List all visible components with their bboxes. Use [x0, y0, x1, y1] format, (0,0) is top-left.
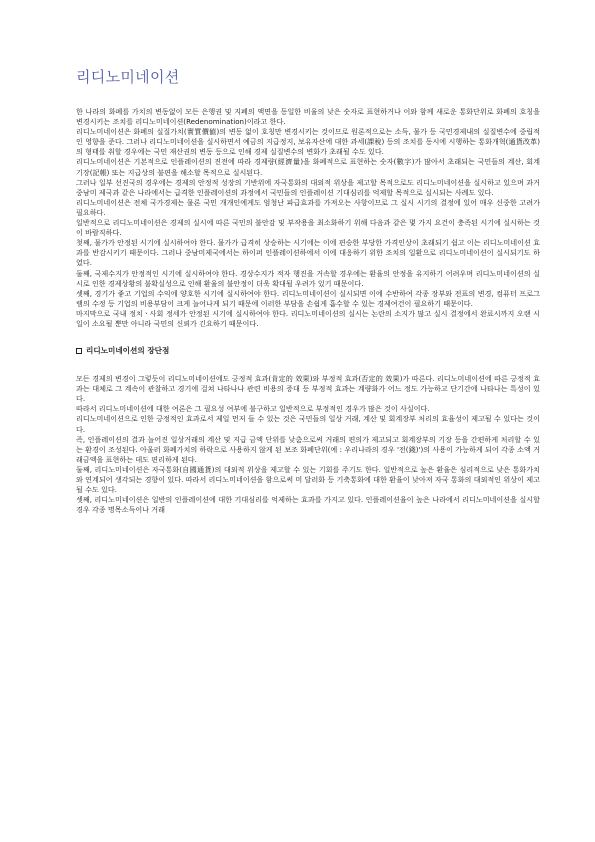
paragraph: 한 나라의 화폐를 가치의 변동없이 모든 은행권 및 지폐의 액면을 동일한 비율의 낮은 숫자로 표현하거나 이와 함께 새로운 통화단위로 화폐의 호칭을 변경시키는 조치를 리디노미네이션(Redenomination)이라고 한다. [76, 107, 540, 127]
paragraph: 둘째, 국제수지가 안정적인 시기에 실시하여야 한다. 경상수지가 적자 행진을 거속할 경우에는 환율의 안정을 유지하기 어려우며 리디노미네이션의 실시로 인한 경제상황의 불확실성으로 인해 환율의 불안정이 더욱 확대될 우려가 있기 때문이다. [76, 268, 540, 288]
intro-section [76, 107, 540, 329]
document-title: 리디노미네이션 [76, 68, 180, 86]
section-heading [76, 345, 540, 356]
paragraph: 마지막으로 국내 정치ㆍ사회 정세가 안정된 시기에 실시하여야 한다. 리디노미네이션의 실시는 논란의 소지가 많고 실시 결정에서 완료시까지 오랜 시일이 소요될 뿐만 아니라 국민의 신뢰가 긴요하기 때문이다. [76, 308, 540, 328]
paragraph: 리디노미네이션은 기본적으로 인플레이션의 진전에 따라 경제량(經濟量)을 화폐적으로 표현하는 숫자(數字)가 많아서 초래되는 국민들의 계산, 회계 기장(記帳) 또는 지급상의 불편을 해소할 목적으로 실시된다. [76, 157, 540, 177]
paragraph: 일반적으로 리디노미네이션은 경제의 실시에 따른 국민의 불안감 및 부작용을 최소화하기 위해 다음과 같은 몇 가지 요건이 충족된 시기에 실시하는 것이 바람직하다. [76, 218, 540, 238]
section-heading-label: 리디노미네이션의 장단점 [86, 346, 170, 356]
paragraph: 모든 경제의 변경이 그렇듯이 리디노미네이션에도 긍정적 효과(肯定的 效果)와 부정적 효과(否定的 效果)가 따른다. 리디노미네이션에 따른 긍정적 효과는 대체로 그 계속이 관찰하고 경기에 걸쳐 나타나나 관련 비용의 증대 등 부정적 효과는 계량화가 어느 정도 가능하고 단기간에 나타나는 특성이 있다. [76, 374, 540, 404]
paragraph: 그러나 일부 선진국의 경우에는 경제의 안정적 성장의 기반위에 자국통화의 대외적 위상을 제고할 목적으로도 리디노미네이션을 실시하고 있으며 과거 중남미 제국과 같은 나라에서는 급격한 인플레이션의 과정에서 국민들의 인플레이션 기대심리를 억제할 목적으로 실시되는 사례도 있다. [76, 177, 540, 197]
pros-cons-section [76, 374, 540, 515]
paragraph: 따라서 리디노미네이션에 대한 여론은 그 필요성 여부에 불구하고 일반적으로 부정적인 경우가 많은 것이 사실이다. [76, 404, 430, 414]
paragraph: 즉, 인플레이션의 결과 늘어진 일상거래의 계산 및 지급 금액 단위를 낮춤으로써 거래의 편의가 제고되고 회계장부의 기장 등을 간편하게 처리할 수 있는 환경이 조성된다. 아울러 화폐가치의 하락으로 사용하지 않게 된 보조 화폐단위(예 : 우리나라의 경우 '전(錢)')의 사용이 가능하게 되어 각종 소액 거래금액을 표현하는 데도 편리하게 된다. [76, 434, 540, 464]
paragraph: 리디노미네이션으로 인한 긍정적인 효과로서 제일 먼저 들 수 있는 것은 국민들의 일상 거래, 계산 및 회계장부 처리의 효율성이 제고될 수 있다는 것이다. [76, 414, 540, 434]
paragraph: 셋째, 경기가 좋고 기업의 수익에 양호한 시기에 실시하여야 한다. 리디노미네이션이 실시되면 이에 수반하여 각종 장부와 전표의 변경, 컴퓨터 프로그램의 수정 등 기업의 비용부담이 크게 늘어나게 되기 때문에 이러한 부담을 손쉽게 흡수할 수 있는 경제여건이 필요하기 때문이다. [76, 288, 540, 308]
paragraph: 리디노미네이션은 전체 국가경제는 물론 국민 개개인에게도 엄청난 파급효과를 가져오는 사항이므로 그 실시 시기의 결정에 있어 매우 신중한 고려가 필요하다. [76, 197, 540, 217]
checkbox-square-icon [76, 348, 82, 354]
paragraph: 둘째, 리디노미네이션은 자국통화(自國通貨)의 대외적 위상을 제고할 수 있는 기회를 주기도 한다. 일반적으로 높은 환율은 심리적으로 낮은 통화가치와 연계되어 생각되는 경향이 있다. 따라서 리디노미네이션을 함으로써 미 달러화 등 기축통화에 대한 환율이 낮아져 자국 통화의 대외적인 위상이 제고될 수도 있다. [76, 464, 540, 495]
paragraph: 첫째, 물가가 안정된 시기에 실시하여야 한다. 물가가 급격히 상승하는 시기에는 이에 편승한 부당한 가격인상이 초래되기 쉽고 이는 리디노미네이션 효과를 반감시키기 때문이다. 그러나 중남미제국에서는 하이퍼 인플레이션하에서 이에 대응하기 위한 조치의 일환으로 리디노미네이션이 실시되기도 하였다. [76, 238, 540, 268]
paragraph: 셋째, 리디노미네이션은 일반의 인플레이션에 대한 기대심리를 억제하는 효과를 가지고 있다. 인플레이션율이 높은 나라에서 리디노미네이션을 실시할 경우 각종 명목소득이나 거래 [76, 495, 540, 515]
paragraph: 리디노미네이션은 화폐의 실질가치(實質價値)의 변동 없이 호칭만 변경시키는 것이므로 원론적으로는 소득, 물가 등 국민경제내의 실질변수에 중립적인 영향을 준다. 그러나 리디노미네이션을 실시하면서 예금의 지급정지, 보유자산에 대한 과세(課稅) 등의 조치를 동시에 시행하는 통화개혁(通貨改革)의 형태를 취할 경우에는 국민 재산권의 변동 등으로 인해 경제 실질변수의 변화가 초래될 수도 있다. [76, 127, 540, 157]
